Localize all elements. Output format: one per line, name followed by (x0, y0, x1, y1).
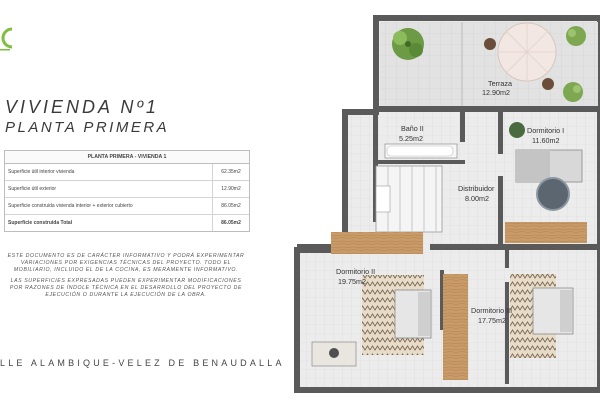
title-line-vivienda: VIVIENDA Nº1 (5, 97, 159, 117)
rug (537, 178, 569, 210)
room-area-dormitorio-2: 19.75m2 (338, 277, 366, 286)
room-name-dormitorio-3: Dormitorio III (471, 306, 513, 315)
row-value: 86.05m2 (212, 215, 249, 231)
room-area-dormitorio-3: 17.75m2 (478, 316, 506, 325)
room-area-distribuidor: 8.00m2 (465, 194, 489, 203)
chair-icon (542, 78, 554, 90)
surface-table-heading: PLANTA PRIMERA - VIVIENDA 1 (5, 151, 249, 164)
wardrobe (331, 232, 423, 254)
row-value: 86.05m2 (212, 198, 249, 214)
wardrobe (443, 274, 468, 380)
room-area-dormitorio-1: 11.60m2 (532, 136, 560, 145)
room-name-bano: Baño II (401, 124, 424, 133)
room-name-dormitorio-1: Dormitorio I (527, 126, 565, 135)
chair-icon (329, 348, 339, 358)
address-footer: LLE ALAMBIQUE-VELEZ DE BENAUDALLA (0, 358, 285, 368)
row-label: Superficie construida vivienda interior + exterior cubierto (8, 203, 133, 209)
disclaimer-note: ESTE DOCUMENTO ES DE CARÁCTER INFORMATIVO Y PODRÁ EXPERIMENTAR VARIACIONES POR EXIGENCIAS TÉCNICAS DEL PROYECTO. TODO EL MOBILIARIO, INCLUIDO EL DE LA COCINA, ES MERAMENTE INFORMATIVO. (7, 253, 245, 273)
plant-icon (509, 122, 525, 138)
row-value: 12.90m2 (212, 181, 249, 197)
chair-icon (484, 38, 496, 50)
row-value: 62.35m2 (212, 164, 249, 180)
surfaces-note: LAS SUPERFICIES EXPRESADAS PUEDEN EXPERIMENTAR MODIFICACIONES POR RAZONES DE ÍNDOLE TÉCNICA EN EL DESARROLLO DEL PROYECTO DE EJECUCIÓN O DURANTE LA EJECUCIÓN DE LA OBRA. (9, 278, 243, 298)
room-name-dormitorio-2: Dormitorio II (336, 267, 376, 276)
row-label: Superficie útil interior vivienda (8, 169, 75, 175)
title-line-planta: PLANTA PRIMERA (5, 119, 170, 136)
plant-icon (563, 82, 583, 102)
staircase (376, 166, 442, 232)
row-label: Superficie útil exterior (8, 186, 57, 192)
room-area-bano: 5.25m2 (399, 134, 423, 143)
plant-icon (566, 26, 586, 46)
room-name-terraza: Terraza (488, 79, 512, 88)
wardrobe (505, 222, 587, 243)
room-name-distribuidor: Distribuidor (458, 184, 495, 193)
plant-icon (392, 28, 424, 60)
row-label: Superficie construida Total (8, 220, 73, 226)
room-area-terraza: 12.90m2 (482, 88, 510, 97)
